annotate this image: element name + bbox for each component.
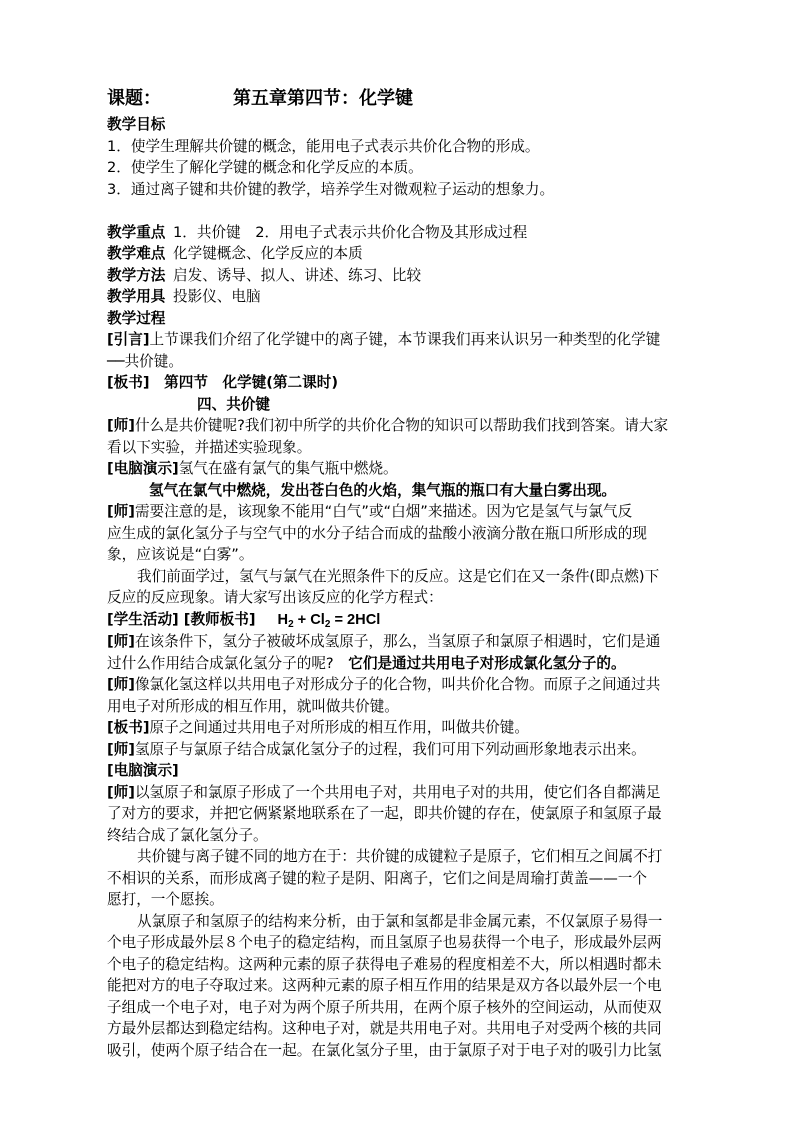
teacher-tag: [师] (107, 740, 135, 758)
info-value: 化学键概念、化学反应的本质 (173, 245, 363, 262)
info-row-difficulties (107, 243, 710, 265)
info-row-tools (107, 286, 710, 308)
teacher-tag: [师] (107, 417, 135, 434)
teacher-line: [师]什么是共价键呢?我们初中所学的共价化合物的知识可以帮助我们找到答案。请大家 (107, 417, 669, 434)
chemical-equation: $H_2 + Cl_2 = 2HCl$ (277, 611, 381, 630)
intro-tag: [引言] (107, 331, 150, 348)
teacher-tag: [师] (107, 503, 135, 520)
demo-tag: [电脑演示] (107, 460, 179, 477)
paragraph: 我们前面学过，氢气与氯气在光照条件下的反应。这是它们在又一条件(即点燃)下 (137, 567, 660, 585)
board-heading: [板书] 第四节 化学键(第二课时) (107, 374, 339, 391)
emphasis-text: 它们是通过共用电子对形成氯化氢分子的。 (348, 654, 626, 672)
info-value: 启发、诱导、拟人、讲述、练习、比较 (173, 266, 422, 284)
title-text: 第五章第四节：化学键 (233, 88, 413, 109)
teacher-line: [师]像氯化氢这样以共用电子对形成分子的化合物，叫共价化合物。而原子之间通过共 (107, 676, 661, 693)
section-heading: 四、共价键 (197, 395, 270, 413)
info-row-methods (107, 265, 710, 287)
info-label: 教学用具 (107, 288, 166, 305)
teacher-tag: [师] (107, 633, 135, 650)
info-value: 1．共价键 2．用电子式表示共价化合物及其形成过程 (173, 223, 528, 241)
teacher-line: [师]在该条件下，氢分子被破坏成氢原子，那么，当氢原子和氯原子相遇时，它们是通 (107, 633, 661, 650)
paragraph: 共价键与离子键不同的地方在于：共价键的成键粒子是原子，它们相互之间属不打 (137, 848, 663, 865)
intro-paragraph: [引言]上节课我们介绍了化学键中的离子键，本节课我们再来认识另一种类型的化学键 (107, 331, 661, 348)
lesson-title (107, 86, 710, 112)
teacher-line: [师]需要注意的是，该现象不能用“白气”或“白烟”来描述。因为它是氢气与氯气反 (107, 503, 633, 520)
info-value: 投影仪、电脑 (173, 288, 261, 305)
paragraph: 从氯原子和氢原子的结构来分析，由于氯和氢都是非金属元素，不仅氯原子易得一 (137, 912, 663, 930)
objective-item: 2．使学生了解化学键的概念和化学反应的本质。 (107, 159, 423, 176)
activity-line (107, 609, 710, 632)
title-label: 课题： (107, 88, 161, 109)
board-line: [板书]原子之间通过共用电子对所形成的相互作用，叫做共价键。 (107, 719, 529, 736)
objective-item: 1．使学生理解共价键的概念，能用电子式表示共价化合物的形成。 (107, 137, 540, 155)
demo-tag: [电脑演示] (107, 762, 179, 779)
demo-line: [电脑演示]氢气在盛有氯气的集气瓶中燃烧。 (107, 460, 398, 477)
objective-item: 3．通过离子键和共价键的教学，培养学生对微观粒子运动的想象力。 (107, 180, 555, 198)
board-tag: [板书] (107, 374, 150, 391)
info-label: 教学难点 (107, 245, 166, 262)
info-row-key-points (107, 222, 710, 244)
teacher-line: [师]以氢原子和氯原子形成了一个共用电子对，共用电子对的共用，使它们各自都满足 (107, 783, 661, 801)
activity-tag: [学生活动] [教师板书] (107, 610, 256, 628)
objectives-heading: 教学目标 (107, 116, 166, 133)
teacher-tag: [师] (107, 783, 135, 801)
teacher-tag: [师] (107, 676, 135, 693)
teacher-line: [师]氢原子与氯原子结合成氯化氢分子的过程，我们可用下列动画形象地表示出来。 (107, 740, 646, 758)
phenomenon-text: 氢气在氯气中燃烧，发出苍白色的火焰，集气瓶的瓶口有大量白雾出现。 (149, 481, 617, 499)
board-tag: [板书] (107, 719, 150, 736)
process-heading: 教学过程 (107, 309, 166, 327)
lesson-plan-page: 课题： 第五章第四节：化学键 教学目标 1．使学生理解共价键的概念，能用电子式表示共价化合物的形成。 2．使学生了解化学键的概念和化学反应的本质。 3．通过离子键和共价键的教学，培养学生对微观粒子运动的想象力。 教学重点 1．共价键 2．用电子式表示共价化合物及其形成过程 教学难点 化学键概念、化学反应的本质 教学方法 启发、诱导、拟人、讲述、练习、比较 教学用具 投影仪、电脑 教学过程 [引言]上节课我们介绍了化学键中的离子键，本节课我们再来认识另一种类型的化学键 ──共价键。 [板书] 第四节 化学键(第二课时) 四、共价键 [师]什么是共价键呢?我们初中所学的共价化合物的知识可以帮助我们找到答案。请大家 看以下实验，并描述实验现象。 [电脑演示]氢气在盛有氯气的集气瓶中燃烧。 氢气在氯气中燃烧，发出苍白色的火焰，集气瓶的瓶口有大量白雾出现。 [师]需要注意的是，该现象不能用“白气”或“白烟”来描述。因为它是氢气与氯气反 应生成的氯化氢分子与空气中的水分子结合而成的盐酸小液滴分散在瓶口所形成的现 象，应该说是“白雾”。 我们前面学过，氢气与氯气在光照条件下的反应。这是它们在又一条件(即点燃)下 反应的反应现象。请大家写出该反应的化学方程式： [学生活动] [教师板书] $H_2 + Cl_2 = 2HCl$ [师]在该条件下，氢分子被破坏成氢原子，那么，当氢原子和氯原子相遇时，它们是通 过什么作用结合成氯化氢分子的呢? 它们是通过共用电子对形成氯化氢分子的。 [师]像氯化氢这样以共用电子对形成分子的化合物，叫共价化合物。而原子之间通过共 用电子对所形成的相互作用，就叫做共价键。 [板书]原子之间通过共用电子对所形成的相互作用，叫做共价键。 [师]氢原子与氯原子结合成氯化氢分子的过程，我们可用下列动画形象地表示出来。 [电脑演示] [师]以氢原子和氯原子形成了一个共用电子对，共用电子对的共用，使它们各自都满足 了对方的要求，并把它俩紧紧地联系在了一起，即共价键的存在，使氯原子和氢原子最 终结合成了氯化氢分子。 共价键与离子键不同的地方在于：共价键的成键粒子是原子，它们相互之间属不打 不相识的关系，而形成离子键的粒子是阴、阳离子，它们之间是周瑜打黄盖——一个 愿打，一个愿挨。 从氯原子和氢原子的结构来分析，由于氯和氢都是非金属元素，不仅氯原子易得一 个电子形成最外层８个电子的稳定结构，而且氢原子也易获得一个电子，形成最外层两 个电子的稳定结构。这两种元素的原子获得电子难易的程度相差不大，所以相遇时都未 能把对方的电子夺取过来。这两种元素的原子相互作用的结果是双方各以最外层一个电 子组成一个电子对，电子对为两个原子所共用，在两个原子核外的空间运动，从而使双 方最外层都达到稳定结构。这种电子对，就是共用电子对。共用电子对受两个核的共同 吸引，使两个原子结合在一起。在氯化氢分子里，由于氯原子对于电子对的吸引力比氢 (107, 86, 710, 1061)
info-label: 教学方法 (107, 266, 166, 284)
info-label: 教学重点 (107, 223, 166, 241)
